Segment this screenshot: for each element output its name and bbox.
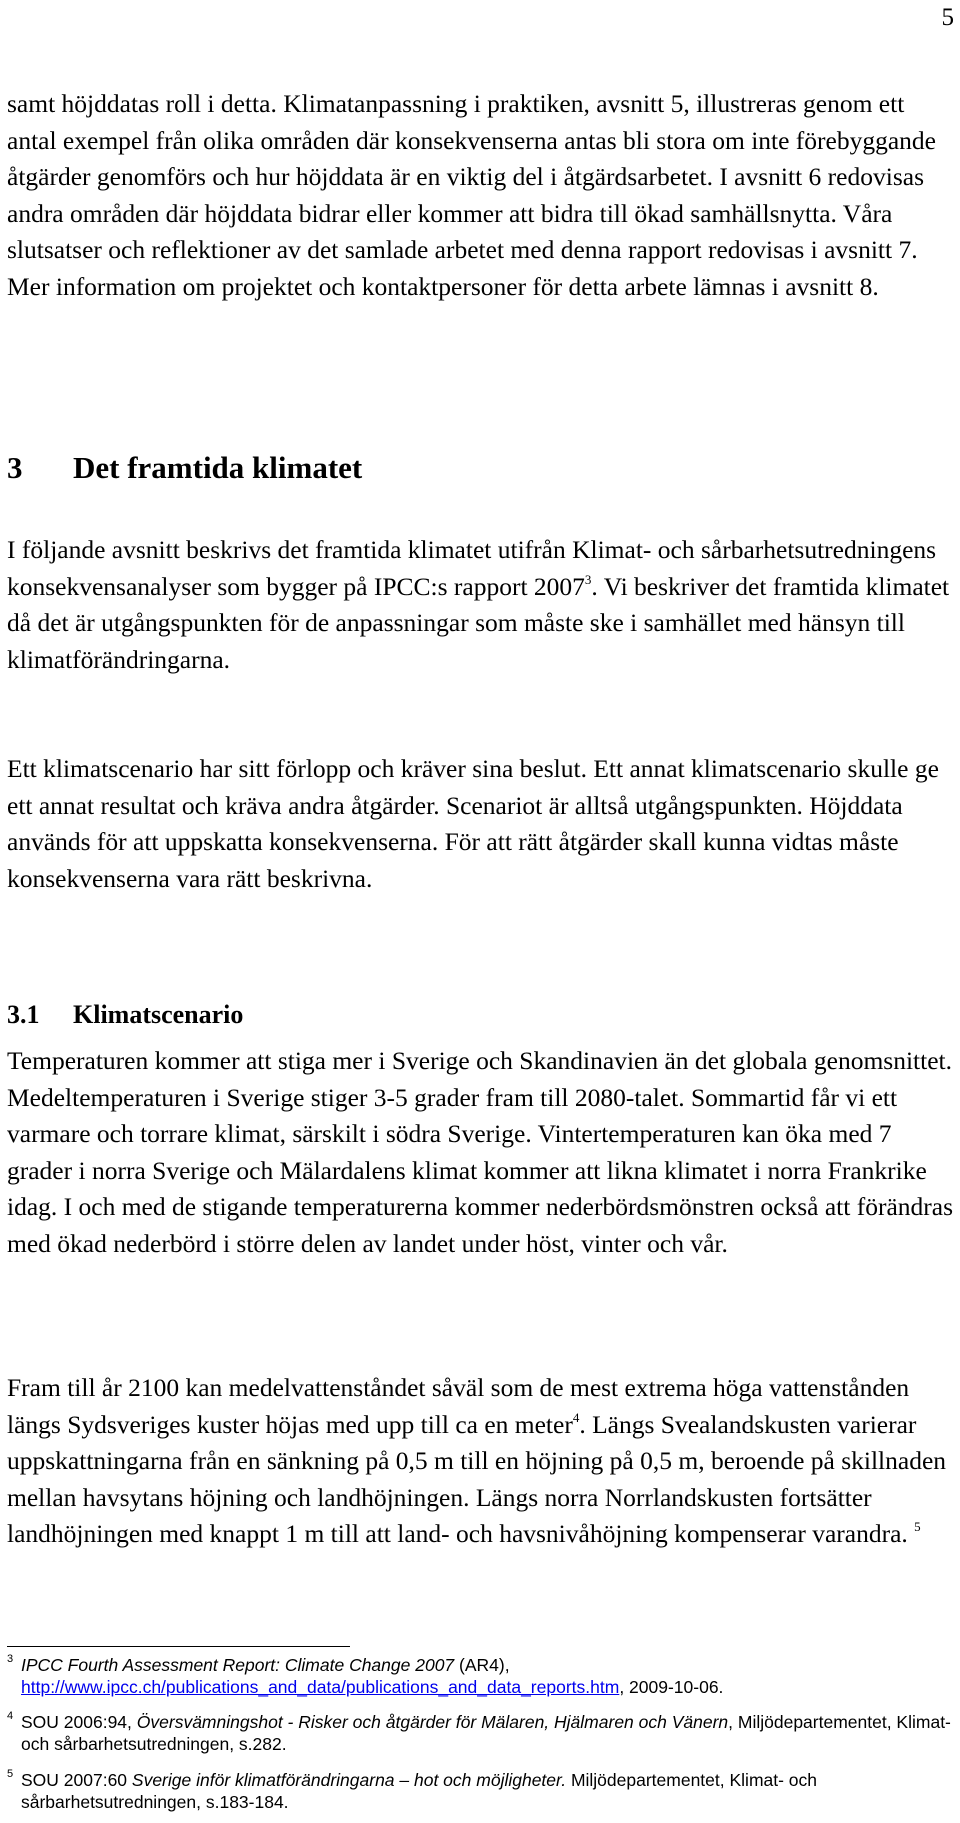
section-paragraph: Ett klimatscenario har sitt förlopp och kräver sina beslut. Ett annat klimatscenario skulle ge ett annat resultat och kräva andra åtgärder. Scenariot är alltså utgångspunkten. Höjddata används för att uppskatta konsekvenserna. För att rätt åtgärder skall kunna vidtas måste konsekvenserna vara rätt beskrivna. [7, 754, 939, 893]
footnote-text: , 2009-10-06. [619, 1676, 724, 1697]
subsection-title: Klimatscenario [73, 1000, 244, 1029]
footnote-reference[interactable]: 3 [584, 571, 592, 587]
footnote-link[interactable]: http://www.ipcc.ch/publications_and_data/publications_and_data_reports.htm [21, 1676, 620, 1697]
footnote-reference[interactable]: 4 [572, 1409, 580, 1425]
paragraph-text: . Längs Svealandskusten varierar uppskattningarna från en sänkning på 0,5 m till en höjning på 0,5 m, beroende på skillnaden mellan havsytans höjning och landhöjningen. Längs norra Norrlandskusten fortsätter landhöjningen med knappt 1 m till att land- och havsnivåhöjning kompenserar varandra. [7, 1409, 947, 1548]
footnote-citation-title: IPCC Fourth Assessment Report: Climate Change 2007 [21, 1655, 455, 1675]
footnote [7, 1770, 957, 1813]
page-number: 5 [941, 4, 954, 31]
section-number: 3 [7, 450, 23, 485]
footnote-number: 3 [7, 1653, 14, 1665]
footnote-divider [7, 1646, 350, 1647]
footnote-reference[interactable]: 5 [914, 1519, 921, 1534]
paragraph-text: . Vi beskriver det framtida klimatet då det är utgångspunkten för de anpassningar som måste ske i samhället med hänsyn till klimatförändringarna. [7, 571, 950, 674]
footnote-text: SOU 2007:60 [21, 1770, 132, 1790]
footnote [7, 1712, 957, 1755]
footnote [7, 1655, 957, 1698]
subsection-number: 3.1 [7, 1000, 40, 1029]
footnote-text: SOU 2006:94, [21, 1712, 137, 1732]
footnote-number: 4 [7, 1710, 14, 1722]
footnote-number: 5 [7, 1768, 14, 1780]
footnote-text: (AR4), [454, 1655, 510, 1675]
footnote-citation-title: Sverige inför klimatförändringarna – hot och möjligheter. [131, 1770, 567, 1790]
subsection-heading [7, 1000, 243, 1030]
footnote-citation-title: Översvämningshot - Risker och åtgärder för Mälaren, Hjälmaren och Vänern [136, 1712, 729, 1732]
section-title: Det framtida klimatet [73, 450, 363, 485]
intro-paragraph: samt höjddatas roll i detta. Klimatanpassning i praktiken, avsnitt 5, illustreras genom ett antal exempel från olika områden där konsekvenserna antas bli stora om inte förebyggande åtgärder genomförs och hur höjddata är en viktig del i åtgärdsarbetet. I avsnitt 6 redovisas andra områden där höjddata bidrar eller kommer att bidra till ökad samhällsnytta. Våra slutsatser och reflektioner av det samlade arbetet med denna rapport redovisas i avsnitt 7. Mer information om projektet och kontaktpersoner för detta arbete lämnas i avsnitt 8. [7, 89, 936, 301]
footnote-text: Miljödepartementet, Klimat- och sårbarhetsutredningen, s.183-184. [21, 1770, 818, 1812]
section-paragraph [7, 532, 953, 678]
paragraph-text: Fram till år 2100 kan medelvattenståndet såväl som de mest extrema höga vattenstånden längs Sydsveriges kuster höjas med upp till ca en meter [7, 1373, 910, 1439]
paragraph-text: I följande avsnitt beskrivs det framtida klimatet utifrån Klimat- och sårbarhetsutredningens konsekvensanalyser som bygger på IPCC:s rapport 2007 [7, 535, 937, 601]
subsection-paragraph [7, 1370, 953, 1553]
footnote-text: , Miljödepartementet, Klimat- och sårbarhetsutredningen, s.282. [21, 1712, 951, 1754]
section-heading [7, 450, 362, 486]
subsection-paragraph: Temperaturen kommer att stiga mer i Sverige och Skandinavien än det globala genomsnittet. Medeltemperaturen i Sverige stiger 3-5 grader fram till 2080-talet. Sommartid får vi ett varmare och torrare klimat, särskilt i södra Sverige. Vintertemperaturen kan öka med 7 grader i norra Sverige och Mälardalens klimat kommer att likna klimatet i norra Frankrike idag. I och med de stigande temperaturerna kommer nederbördsmönstren också att förändras med ökad nederbörd i större delen av landet under höst, vinter och vår. [7, 1046, 953, 1258]
